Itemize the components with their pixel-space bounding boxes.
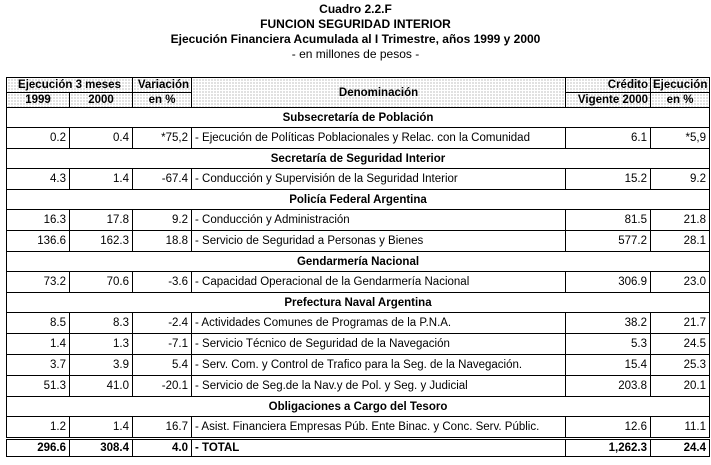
section-title: Prefectura Naval Argentina — [7, 293, 710, 313]
cell-2000: 162.3 — [70, 231, 133, 252]
cell-ejecucion: 25.3 — [651, 355, 710, 376]
cell-variacion: -7.1 — [133, 334, 192, 355]
unit-subtitle: - en millones de pesos - — [291, 47, 420, 61]
cell-variacion: -3.6 — [133, 272, 192, 293]
financial-execution-table — [6, 77, 710, 457]
variacion-header: Variación — [133, 78, 192, 93]
cell-denominacion: - Actividades Comunes de Programas de la P.N.A. — [192, 313, 566, 334]
cell-variacion: -2.4 — [133, 313, 192, 334]
variacion-pct-header: en % — [133, 93, 192, 108]
cell-1999: 3.7 — [7, 355, 70, 376]
total-ejecucion: 24.4 — [651, 439, 710, 457]
cell-denominacion: - Servicio de Seg.de la Nav.y de Pol. y Seg. y Judicial — [192, 376, 566, 397]
cell-denominacion: - Serv. Com. y Control de Trafico para la Seg. de la Navegación. — [192, 355, 566, 376]
total-2000: 308.4 — [70, 439, 133, 457]
cell-2000: 0.4 — [70, 128, 133, 149]
cell-1999: 1.4 — [7, 334, 70, 355]
year-1999-header: 1999 — [7, 93, 70, 108]
section-row — [7, 397, 710, 417]
cell-variacion: *75,2 — [133, 128, 192, 149]
cell-ejecucion: 11.1 — [651, 417, 710, 439]
cell-variacion: 16.7 — [133, 417, 192, 439]
cell-credito: 15.2 — [566, 169, 651, 190]
cell-variacion: 9.2 — [133, 210, 192, 231]
section-title: Secretaría de Seguridad Interior — [7, 149, 710, 169]
cell-credito: 5.3 — [566, 334, 651, 355]
cell-1999: 136.6 — [7, 231, 70, 252]
table-row — [7, 417, 710, 439]
cell-2000: 1.3 — [70, 334, 133, 355]
ejecucion-pct-header: Ejecución — [651, 78, 710, 93]
cell-2000: 8.3 — [70, 313, 133, 334]
cell-1999: 0.2 — [7, 128, 70, 149]
total-variacion: 4.0 — [133, 439, 192, 457]
table-row — [7, 334, 710, 355]
credito-header: Crédito — [566, 78, 651, 93]
section-row — [7, 149, 710, 169]
cell-denominacion: - Capacidad Operacional de la Gendarmería Nacional — [192, 272, 566, 293]
total-row — [7, 439, 710, 457]
cell-denominacion: - Conducción y Supervisión de la Seguridad Interior — [192, 169, 566, 190]
cell-variacion: -20.1 — [133, 376, 192, 397]
cell-ejecucion: 21.7 — [651, 313, 710, 334]
cell-variacion: 18.8 — [133, 231, 192, 252]
cell-2000: 1.4 — [70, 169, 133, 190]
cell-credito: 203.8 — [566, 376, 651, 397]
cell-ejecucion: 20.1 — [651, 376, 710, 397]
cell-credito: 306.9 — [566, 272, 651, 293]
cell-1999: 16.3 — [7, 210, 70, 231]
cell-1999: 73.2 — [7, 272, 70, 293]
table-row — [7, 210, 710, 231]
cell-credito: 12.6 — [566, 417, 651, 439]
table-row — [7, 128, 710, 149]
cell-ejecucion: 24.5 — [651, 334, 710, 355]
cell-denominacion: - Conducción y Administración — [192, 210, 566, 231]
cell-denominacion: - Asist. Financiera Empresas Púb. Ente Binac. y Conc. Serv. Públic. — [192, 417, 566, 439]
cell-1999: 4.3 — [7, 169, 70, 190]
section-title: Obligaciones a Cargo del Tesoro — [7, 397, 710, 417]
table-row — [7, 169, 710, 190]
total-credito: 1,262.3 — [566, 439, 651, 457]
ejecucion-3-meses-header: Ejecución 3 meses — [7, 78, 133, 93]
cuadro-number: Cuadro 2.2.F — [319, 2, 392, 16]
cell-variacion: 5.4 — [133, 355, 192, 376]
table-body — [7, 108, 710, 457]
cell-ejecucion: 23.0 — [651, 272, 710, 293]
cell-ejecucion: *5,9 — [651, 128, 710, 149]
table-row — [7, 355, 710, 376]
section-row — [7, 108, 710, 128]
table-row — [7, 231, 710, 252]
cell-1999: 8.5 — [7, 313, 70, 334]
cell-credito: 6.1 — [566, 128, 651, 149]
function-title: FUNCION SEGURIDAD INTERIOR — [260, 17, 451, 31]
denominacion-header: Denominación — [192, 78, 566, 108]
year-2000-header: 2000 — [70, 93, 133, 108]
ejecucion-en-pct-header: en % — [651, 93, 710, 108]
cell-credito: 38.2 — [566, 313, 651, 334]
section-row — [7, 293, 710, 313]
table-row — [7, 272, 710, 293]
total-label: - TOTAL — [192, 439, 566, 457]
document-titles — [0, 2, 711, 62]
cell-2000: 3.9 — [70, 355, 133, 376]
cell-denominacion: - Ejecución de Políticas Poblacionales y Relac. con la Comunidad — [192, 128, 566, 149]
credito-vigente-header: Vigente 2000 — [566, 93, 651, 108]
section-row — [7, 190, 710, 210]
cell-2000: 1.4 — [70, 417, 133, 439]
header-row-1 — [7, 78, 710, 93]
cell-credito: 15.4 — [566, 355, 651, 376]
cell-2000: 70.6 — [70, 272, 133, 293]
cell-1999: 51.3 — [7, 376, 70, 397]
table-row — [7, 313, 710, 334]
total-1999: 296.6 — [7, 439, 70, 457]
cell-2000: 17.8 — [70, 210, 133, 231]
section-title: Subsecretaría de Población — [7, 108, 710, 128]
cell-credito: 81.5 — [566, 210, 651, 231]
execution-title: Ejecución Financiera Acumulada al I Trimestre, años 1999 y 2000 — [170, 32, 541, 46]
cell-denominacion: - Servicio Técnico de Seguridad de la Navegación — [192, 334, 566, 355]
cell-2000: 41.0 — [70, 376, 133, 397]
cell-credito: 577.2 — [566, 231, 651, 252]
section-title: Gendarmería Nacional — [7, 252, 710, 272]
cell-denominacion: - Servicio de Seguridad a Personas y Bienes — [192, 231, 566, 252]
table-row — [7, 376, 710, 397]
cell-variacion: -67.4 — [133, 169, 192, 190]
cell-1999: 1.2 — [7, 417, 70, 439]
section-title: Policía Federal Argentina — [7, 190, 710, 210]
cell-ejecucion: 9.2 — [651, 169, 710, 190]
cell-ejecucion: 21.8 — [651, 210, 710, 231]
section-row — [7, 252, 710, 272]
cell-ejecucion: 28.1 — [651, 231, 710, 252]
